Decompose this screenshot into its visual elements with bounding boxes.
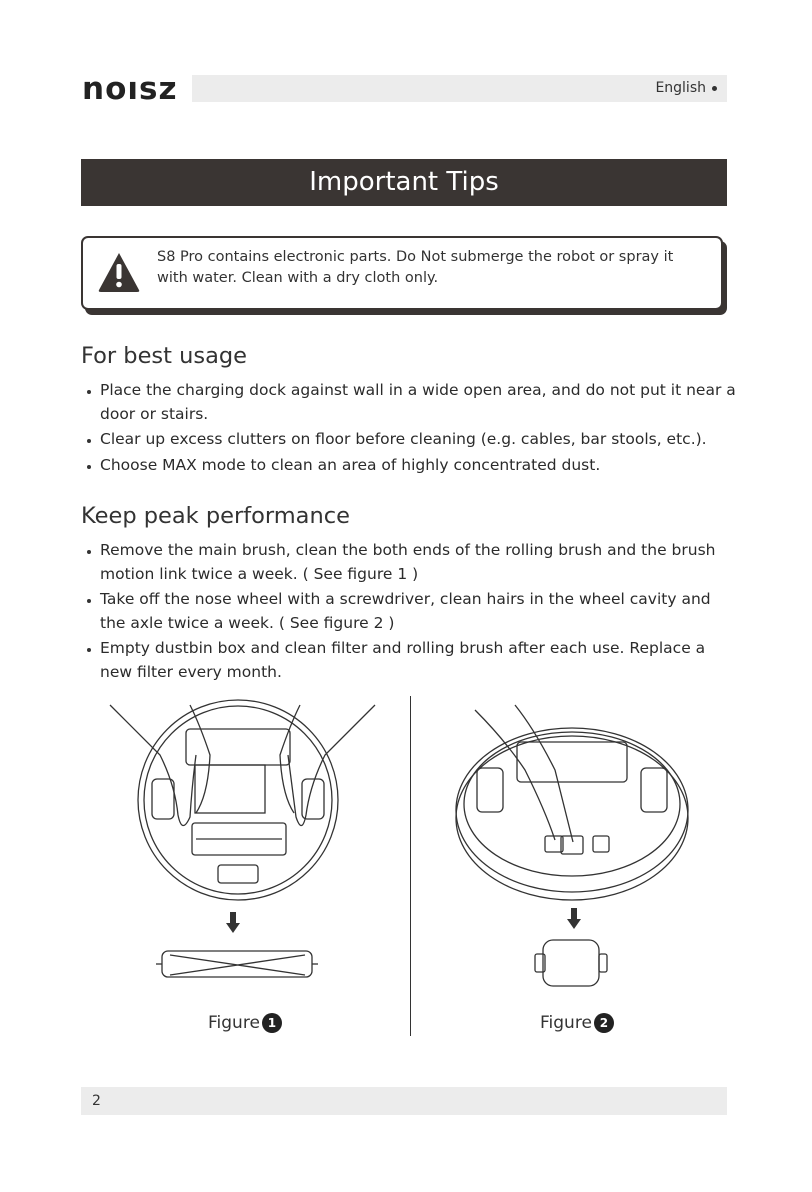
- figure-2-number: 2: [594, 1013, 614, 1033]
- list-item: Place the charging dock against wall in a wide open area, and do not put it near a door or stairs.: [86, 379, 736, 426]
- figure-1-number: 1: [262, 1013, 282, 1033]
- warning-icon: [97, 251, 141, 293]
- best-usage-list: [86, 379, 736, 479]
- warning-text: S8 Pro contains electronic parts. Do Not submerge the robot or spray it with water. Clean with a dry cloth only.: [157, 249, 674, 286]
- figure-2-caption: Figure 2: [540, 1013, 614, 1033]
- peak-performance-list: [86, 539, 736, 686]
- list-item: Choose MAX mode to clean an area of highly concentrated dust.: [86, 454, 736, 478]
- header-bar: [192, 75, 727, 102]
- list-item: Empty dustbin box and clean filter and rolling brush after each use. Replace a new filter every month.: [86, 637, 736, 684]
- footer-bar: [81, 1087, 727, 1115]
- page-title: Important Tips: [81, 159, 727, 206]
- language-label: English: [655, 80, 717, 96]
- page-number: 2: [92, 1093, 101, 1109]
- figure-1-caption: Figure 1: [208, 1013, 282, 1033]
- list-item: Take off the nose wheel with a screwdriver, clean hairs in the wheel cavity and the axle twice a week. ( See figure 2 ): [86, 588, 736, 635]
- list-item: Clear up excess clutters on floor before cleaning (e.g. cables, bar stools, etc.).: [86, 428, 736, 452]
- peak-performance-heading: Keep peak performance: [81, 503, 350, 529]
- figure-divider: [410, 696, 411, 1036]
- figure-2-illustration: [455, 700, 705, 990]
- brand-logo: noısz: [82, 71, 178, 107]
- list-item: Remove the main brush, clean the both ends of the rolling brush and the brush motion link twice a week. ( See figure 1 ): [86, 539, 736, 586]
- bullet-icon: [712, 86, 717, 91]
- warning-box: [81, 236, 723, 310]
- figure-1-illustration: [100, 695, 390, 995]
- best-usage-heading: For best usage: [81, 343, 248, 369]
